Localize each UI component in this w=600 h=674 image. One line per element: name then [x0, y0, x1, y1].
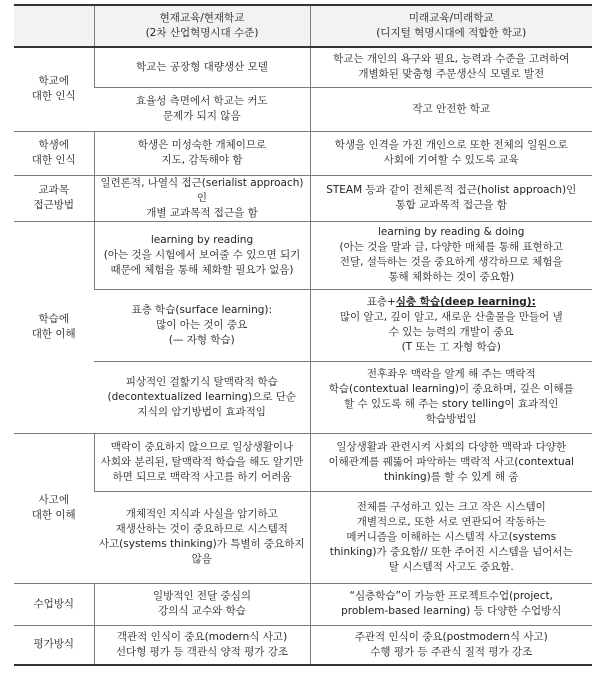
table-row — [14, 131, 592, 175]
cell-future: 일상생활과 관련시켜 사회의 다양한 맥락과 다양한 이해관계를 꿰뚫어 파악하는 맥락적 사고(contextual thinking)를 할 수 있게 해 줌 — [310, 433, 592, 491]
category-assessment-method: 평가방식 — [14, 625, 94, 665]
cell-future: STEAM 등과 같이 전체론적 접근(holist approach)인 통합 교과목적 접근을 함 — [310, 175, 592, 221]
cell-future: “심층학습”이 가능한 프로젝트수업(project, problem-based learning) 등 다양한 수업방식 — [310, 583, 592, 625]
cell-current: 개체적인 지식과 사실을 암기하고 재생산하는 것이 중요하므로 시스템적 사고(systems thinking)가 특별히 중요하지 않음 — [94, 491, 310, 583]
header-row — [14, 5, 592, 47]
category-teaching-method: 수업방식 — [14, 583, 94, 625]
comparison-table — [14, 4, 592, 666]
table-row — [14, 433, 592, 491]
category-subject-approach: 교과목 접근방법 — [14, 175, 94, 221]
cell-future: 주관적 인식이 중요(postmodern식 사고) 수행 평가 등 주관식 질적 평가 강조 — [310, 625, 592, 665]
cell-future: 학생을 인격을 가진 개인으로 또한 전체의 일원으로 사회에 기여할 수 있도록 교육 — [310, 131, 592, 175]
cell-current: 효율성 측면에서 학교는 커도 문제가 되지 않음 — [94, 87, 310, 131]
cell-current: 객관적 인식이 중요(modern식 사고) 선다형 평가 등 객관식 양적 평가 강조 — [94, 625, 310, 665]
header-corner — [14, 5, 94, 47]
category-school-perception: 학교에 대한 인식 — [14, 47, 94, 131]
cell-future: learning by reading & doing (아는 것을 말과 글, 다양한 매체를 통해 표현하고 전달, 설득하는 것을 중요하게 생각하므로 체험을 통해 체화하는 것이 중요함) — [310, 221, 592, 289]
cell-current: 표층 학습(surface learning): 많이 아는 것이 중요 (— 자형 학습) — [94, 289, 310, 361]
cell-future: 전후좌우 맥락을 알게 해 주는 맥락적 학습(contextual learning)이 중요하며, 깊은 이해를 할 수 있도록 해 주는 story telling이 효과적인 학습방법임 — [310, 361, 592, 433]
table-row — [14, 221, 592, 289]
header-future-education: 미래교육/미래학교 (디지털 혁명시대에 적합한 학교) — [310, 5, 592, 47]
table-row — [14, 175, 592, 221]
cell-current: 학교는 공장형 대량생산 모델 — [94, 47, 310, 87]
cell-current: 일련론적, 나열식 접근(serialist approach)인 개별 교과목적 접근을 함 — [94, 175, 310, 221]
table-row — [14, 361, 592, 433]
cell-current: 학생은 미성숙한 개체이므로 지도, 감독해야 함 — [94, 131, 310, 175]
future-prefix: 표층+ — [366, 296, 396, 308]
category-student-perception: 학생에 대한 인식 — [14, 131, 94, 175]
future-text: 많이 알고, 깊이 알고, 새로운 산출물을 만들어 낼 수 있는 능력의 개발이 중요 (T 또는 工 자형 학습) — [339, 311, 563, 353]
cell-future: 학교는 개인의 욕구와 필요, 능력과 수준을 고려하여 개별화된 맞춤형 주문생산식 모델로 발전 — [310, 47, 592, 87]
cell-future: 작고 안전한 학교 — [310, 87, 592, 131]
cell-current: 피상적인 걸핥기식 탈맥락적 학습 (decontextualized learning)으로 단순 지식의 암기방법이 효과적임 — [94, 361, 310, 433]
category-learning-understanding: 학습에 대한 이해 — [14, 221, 94, 433]
category-thinking-understanding: 사고에 대한 이해 — [14, 433, 94, 583]
table-row — [14, 289, 592, 361]
cell-current: 일방적인 전달 중심의 강의식 교수와 학습 — [94, 583, 310, 625]
cell-future: 전체를 구성하고 있는 크고 작은 시스템이 개별적으로, 또한 서로 연관되어 작동하는 메커니즘을 이해하는 시스템적 사고(systems thinking)가 중요함// 또한 주어진 시스템을 넘어서는 탈 시스템적 사고도 중요함. — [310, 491, 592, 583]
table-row — [14, 583, 592, 625]
cell-future — [310, 289, 592, 361]
table-row — [14, 491, 592, 583]
header-current-education: 현재교육/현재학교 (2차 산업혁명시대 수준) — [94, 5, 310, 47]
table-row — [14, 87, 592, 131]
table-row — [14, 47, 592, 87]
cell-current: learning by reading (아는 것을 시험에서 보여줄 수 있으면 되기 때문에 체험을 통해 체화할 필요가 없음) — [94, 221, 310, 289]
deep-learning-emphasis: 심층 학습(deep learning): — [395, 296, 536, 308]
cell-current: 맥락이 중요하지 않으므로 일상생활이나 사회와 분리된, 탈맥락적 학습을 해도 알기만 하면 되므로 맥락적 사고를 하기 어려움 — [94, 433, 310, 491]
table-row — [14, 625, 592, 665]
